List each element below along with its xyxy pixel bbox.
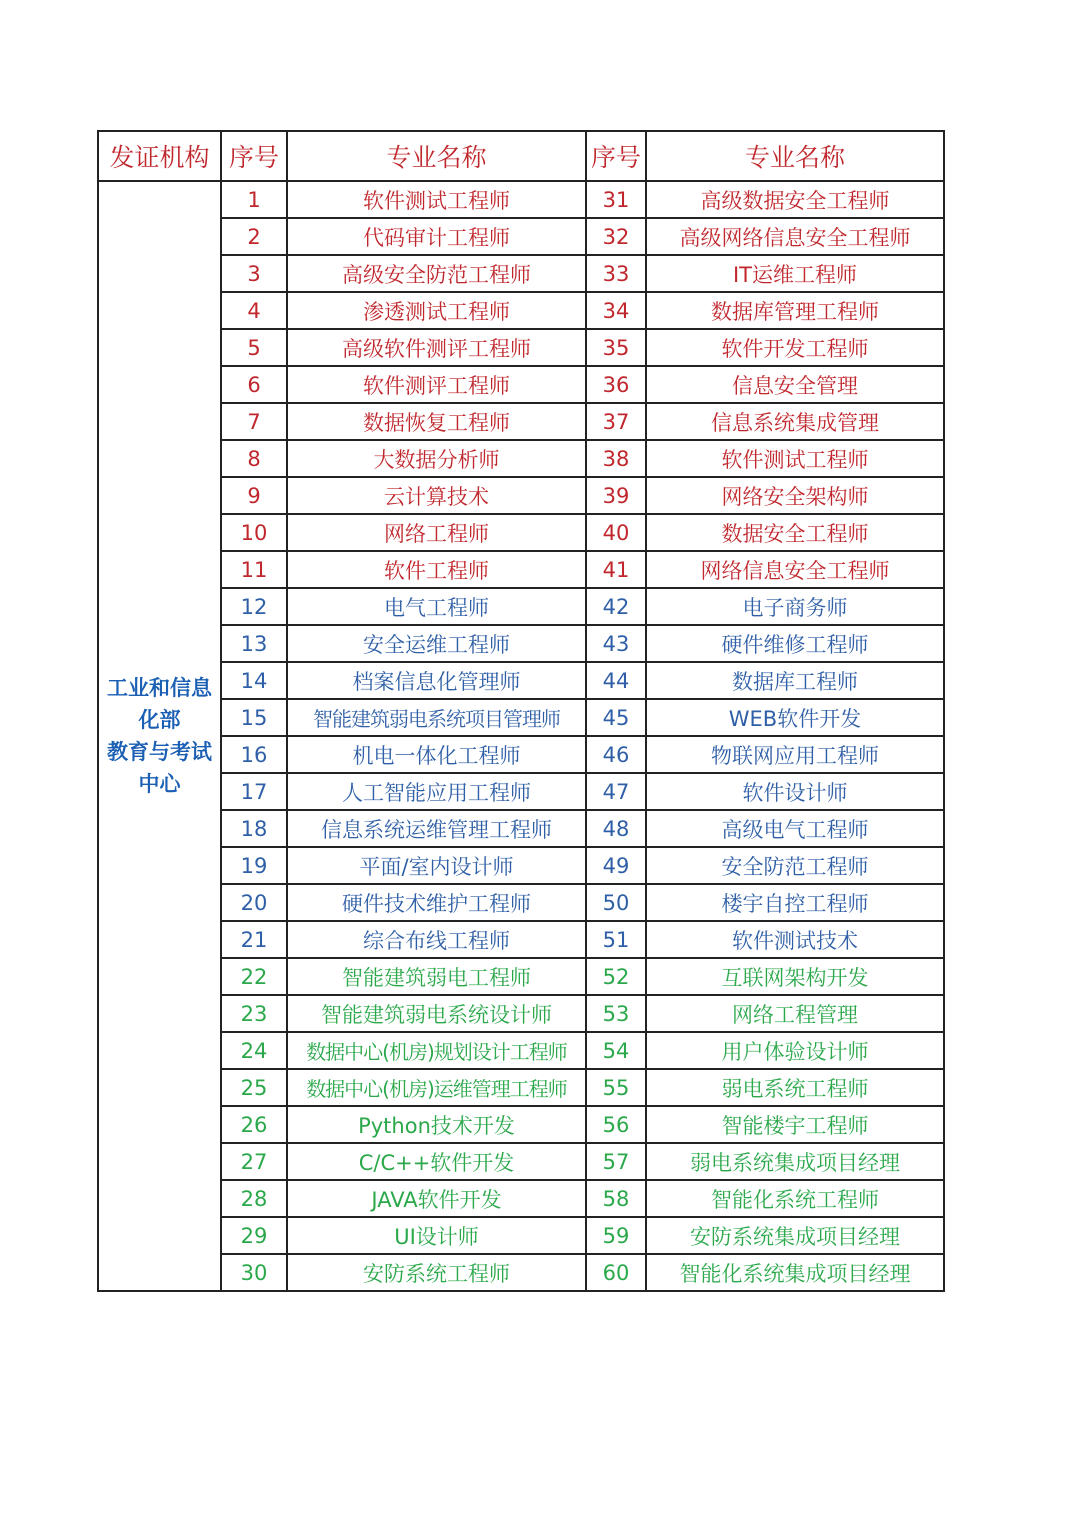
table-row (98, 588, 944, 625)
name-right-cell: 物联网应用工程师 (646, 736, 944, 773)
name-right-cell: 软件测试技术 (646, 921, 944, 958)
seq-right-cell: 37 (586, 403, 646, 440)
seq-right-cell: 52 (586, 958, 646, 995)
name-right-cell: 数据安全工程师 (646, 514, 944, 551)
header-row (98, 131, 944, 181)
name-left-cell: Python技术开发 (287, 1106, 586, 1143)
header-issuer: 发证机构 (98, 131, 221, 181)
table-row (98, 884, 944, 921)
name-right-cell: 电子商务师 (646, 588, 944, 625)
seq-right-cell: 39 (586, 477, 646, 514)
seq-right-cell: 50 (586, 884, 646, 921)
name-right-cell: 数据库工程师 (646, 662, 944, 699)
seq-left-cell: 9 (221, 477, 287, 514)
seq-right-cell: 58 (586, 1180, 646, 1217)
seq-left-cell: 1 (221, 181, 287, 218)
table-row (98, 292, 944, 329)
name-right-cell: 软件测试工程师 (646, 440, 944, 477)
name-left-cell: 代码审计工程师 (287, 218, 586, 255)
header-seq-left: 序号 (221, 131, 287, 181)
seq-right-cell: 40 (586, 514, 646, 551)
table-body (98, 181, 944, 1291)
seq-left-cell: 4 (221, 292, 287, 329)
seq-right-cell: 41 (586, 551, 646, 588)
table-row (98, 366, 944, 403)
table-row (98, 181, 944, 218)
name-right-cell: 信息安全管理 (646, 366, 944, 403)
name-left-cell: JAVA软件开发 (287, 1180, 586, 1217)
name-right-cell: 网络安全架构师 (646, 477, 944, 514)
table-row (98, 662, 944, 699)
name-right-cell: 信息系统集成管理 (646, 403, 944, 440)
table-row (98, 329, 944, 366)
name-right-cell: 智能楼宇工程师 (646, 1106, 944, 1143)
name-left-cell: 信息系统运维管理工程师 (287, 810, 586, 847)
seq-left-cell: 7 (221, 403, 287, 440)
seq-right-cell: 55 (586, 1069, 646, 1106)
seq-right-cell: 47 (586, 773, 646, 810)
table-row (98, 995, 944, 1032)
table-row (98, 810, 944, 847)
seq-left-cell: 5 (221, 329, 287, 366)
table-row (98, 440, 944, 477)
seq-right-cell: 45 (586, 699, 646, 736)
seq-right-cell: 54 (586, 1032, 646, 1069)
table-row (98, 1217, 944, 1254)
table-row (98, 477, 944, 514)
name-left-cell: 人工智能应用工程师 (287, 773, 586, 810)
table-row (98, 699, 944, 736)
header-name-left: 专业名称 (287, 131, 586, 181)
seq-right-cell: 33 (586, 255, 646, 292)
seq-right-cell: 48 (586, 810, 646, 847)
table-row (98, 551, 944, 588)
table-header (98, 131, 944, 181)
seq-right-cell: 51 (586, 921, 646, 958)
name-left-cell: 软件测试工程师 (287, 181, 586, 218)
name-left-cell: 数据中心(机房)规划设计工程师 (287, 1032, 586, 1069)
header-name-right: 专业名称 (646, 131, 944, 181)
seq-left-cell: 26 (221, 1106, 287, 1143)
table-row (98, 921, 944, 958)
seq-right-cell: 46 (586, 736, 646, 773)
name-left-cell: 高级软件测评工程师 (287, 329, 586, 366)
table-row (98, 1254, 944, 1291)
table-row (98, 403, 944, 440)
table-row (98, 847, 944, 884)
seq-left-cell: 25 (221, 1069, 287, 1106)
seq-left-cell: 19 (221, 847, 287, 884)
name-left-cell: 智能建筑弱电工程师 (287, 958, 586, 995)
name-left-cell: 大数据分析师 (287, 440, 586, 477)
name-right-cell: IT运维工程师 (646, 255, 944, 292)
name-left-cell: 网络工程师 (287, 514, 586, 551)
seq-left-cell: 24 (221, 1032, 287, 1069)
name-right-cell: 硬件维修工程师 (646, 625, 944, 662)
name-left-cell: 智能建筑弱电系统项目管理师 (287, 699, 586, 736)
issuer-line: 化部 (138, 708, 181, 732)
table-row (98, 1069, 944, 1106)
name-right-cell: 弱电系统集成项目经理 (646, 1143, 944, 1180)
name-right-cell: 弱电系统工程师 (646, 1069, 944, 1106)
name-right-cell: 高级网络信息安全工程师 (646, 218, 944, 255)
table-row (98, 736, 944, 773)
seq-right-cell: 60 (586, 1254, 646, 1291)
seq-right-cell: 38 (586, 440, 646, 477)
seq-right-cell: 34 (586, 292, 646, 329)
name-right-cell: 智能化系统工程师 (646, 1180, 944, 1217)
name-right-cell: 网络工程管理 (646, 995, 944, 1032)
name-left-cell: 平面/室内设计师 (287, 847, 586, 884)
seq-right-cell: 49 (586, 847, 646, 884)
name-right-cell: 数据库管理工程师 (646, 292, 944, 329)
seq-right-cell: 44 (586, 662, 646, 699)
seq-left-cell: 18 (221, 810, 287, 847)
name-left-cell: 机电一体化工程师 (287, 736, 586, 773)
name-left-cell: 安防系统工程师 (287, 1254, 586, 1291)
seq-left-cell: 30 (221, 1254, 287, 1291)
seq-left-cell: 23 (221, 995, 287, 1032)
table-row (98, 1143, 944, 1180)
certification-table (97, 130, 945, 1292)
name-right-cell: 用户体验设计师 (646, 1032, 944, 1069)
issuer-line: 中心 (138, 772, 181, 796)
seq-right-cell: 53 (586, 995, 646, 1032)
seq-left-cell: 13 (221, 625, 287, 662)
table-row (98, 255, 944, 292)
table-row (98, 958, 944, 995)
name-left-cell: 硬件技术维护工程师 (287, 884, 586, 921)
seq-left-cell: 28 (221, 1180, 287, 1217)
seq-left-cell: 20 (221, 884, 287, 921)
name-right-cell: 高级数据安全工程师 (646, 181, 944, 218)
seq-left-cell: 21 (221, 921, 287, 958)
seq-right-cell: 31 (586, 181, 646, 218)
seq-left-cell: 6 (221, 366, 287, 403)
seq-left-cell: 22 (221, 958, 287, 995)
name-left-cell: 渗透测试工程师 (287, 292, 586, 329)
seq-left-cell: 11 (221, 551, 287, 588)
seq-left-cell: 3 (221, 255, 287, 292)
name-left-cell: 智能建筑弱电系统设计师 (287, 995, 586, 1032)
name-right-cell: 软件开发工程师 (646, 329, 944, 366)
name-right-cell: 网络信息安全工程师 (646, 551, 944, 588)
name-left-cell: 高级安全防范工程师 (287, 255, 586, 292)
issuer-cell (98, 181, 221, 1291)
seq-right-cell: 35 (586, 329, 646, 366)
seq-left-cell: 15 (221, 699, 287, 736)
name-left-cell: 安全运维工程师 (287, 625, 586, 662)
name-right-cell: 安全防范工程师 (646, 847, 944, 884)
seq-left-cell: 2 (221, 218, 287, 255)
table-row (98, 218, 944, 255)
seq-right-cell: 56 (586, 1106, 646, 1143)
issuer-line: 工业和信息 (107, 676, 212, 700)
table-row (98, 1032, 944, 1069)
name-right-cell: WEB软件开发 (646, 699, 944, 736)
issuer-line: 教育与考试 (107, 740, 212, 764)
name-right-cell: 互联网架构开发 (646, 958, 944, 995)
table-row (98, 1106, 944, 1143)
seq-right-cell: 42 (586, 588, 646, 625)
name-right-cell: 安防系统集成项目经理 (646, 1217, 944, 1254)
seq-right-cell: 32 (586, 218, 646, 255)
name-right-cell: 楼宇自控工程师 (646, 884, 944, 921)
seq-right-cell: 59 (586, 1217, 646, 1254)
seq-left-cell: 17 (221, 773, 287, 810)
seq-left-cell: 14 (221, 662, 287, 699)
seq-right-cell: 36 (586, 366, 646, 403)
name-left-cell: 档案信息化管理师 (287, 662, 586, 699)
name-left-cell: 云计算技术 (287, 477, 586, 514)
table-row (98, 1180, 944, 1217)
table-row (98, 773, 944, 810)
table-row (98, 514, 944, 551)
name-left-cell: 软件测评工程师 (287, 366, 586, 403)
header-seq-right: 序号 (586, 131, 646, 181)
seq-left-cell: 29 (221, 1217, 287, 1254)
name-left-cell: 数据恢复工程师 (287, 403, 586, 440)
seq-left-cell: 16 (221, 736, 287, 773)
name-left-cell: UI设计师 (287, 1217, 586, 1254)
seq-right-cell: 43 (586, 625, 646, 662)
seq-left-cell: 10 (221, 514, 287, 551)
seq-left-cell: 12 (221, 588, 287, 625)
seq-right-cell: 57 (586, 1143, 646, 1180)
name-left-cell: C/C++软件开发 (287, 1143, 586, 1180)
name-right-cell: 高级电气工程师 (646, 810, 944, 847)
table-row (98, 625, 944, 662)
name-right-cell: 智能化系统集成项目经理 (646, 1254, 944, 1291)
name-left-cell: 综合布线工程师 (287, 921, 586, 958)
name-left-cell: 软件工程师 (287, 551, 586, 588)
name-left-cell: 数据中心(机房)运维管理工程师 (287, 1069, 586, 1106)
seq-left-cell: 8 (221, 440, 287, 477)
name-right-cell: 软件设计师 (646, 773, 944, 810)
name-left-cell: 电气工程师 (287, 588, 586, 625)
seq-left-cell: 27 (221, 1143, 287, 1180)
